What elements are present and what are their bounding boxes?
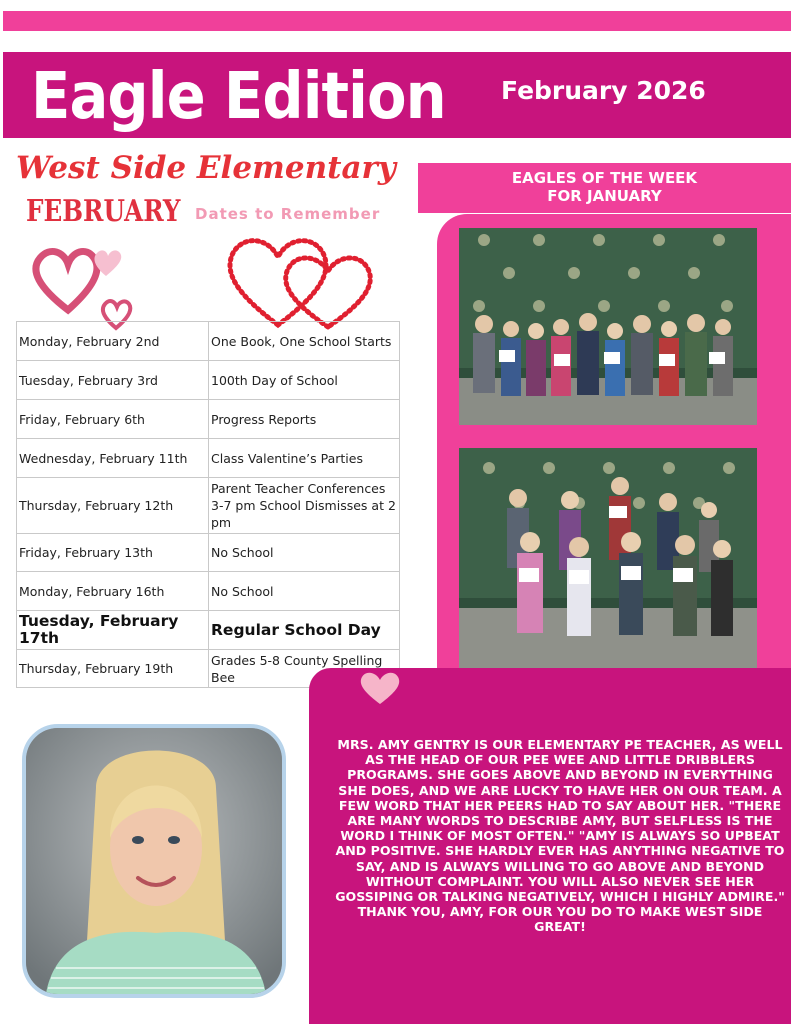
table-row bbox=[17, 322, 400, 361]
school-name: West Side Elementary bbox=[16, 150, 396, 186]
feature-text bbox=[335, 737, 785, 935]
event-date: Thursday, February 19th bbox=[17, 650, 209, 688]
eagles-photo-2 bbox=[459, 448, 757, 671]
event-name: Grades 5-8 County Spelling Bee bbox=[209, 650, 400, 688]
event-name: No School bbox=[209, 534, 400, 572]
eagles-photo-1 bbox=[459, 228, 757, 425]
event-date: Thursday, February 12th bbox=[17, 478, 209, 534]
event-name: Progress Reports bbox=[209, 400, 400, 439]
event-date: Tuesday, February 17th bbox=[17, 611, 209, 650]
event-date: Wednesday, February 11th bbox=[17, 439, 209, 478]
event-date: Monday, February 16th bbox=[17, 572, 209, 611]
events-table bbox=[16, 321, 400, 688]
top-stripe bbox=[3, 11, 791, 31]
calendar-subtitle: Dates to Remember bbox=[195, 205, 381, 223]
eagles-header bbox=[418, 163, 791, 213]
decorative-hearts-icon bbox=[28, 232, 138, 332]
table-row bbox=[17, 572, 400, 611]
eagles-header-line1: EAGLES OF THE WEEK bbox=[511, 169, 698, 187]
dotted-hearts-icon bbox=[218, 225, 388, 335]
event-name: One Book, One School Starts bbox=[209, 322, 400, 361]
newsletter-title: Eagle Edition bbox=[31, 60, 446, 134]
table-row bbox=[17, 361, 400, 400]
table-row bbox=[17, 611, 400, 650]
event-date: Monday, February 2nd bbox=[17, 322, 209, 361]
title-banner bbox=[3, 52, 791, 138]
feature-thanks: THANK YOU, AMY, FOR OUR YOU DO TO MAKE WEST SIDE GREAT! bbox=[357, 904, 763, 935]
table-row bbox=[17, 478, 400, 534]
heart-icon bbox=[356, 670, 404, 706]
table-row bbox=[17, 400, 400, 439]
calendar-month: FEBRUARY bbox=[26, 194, 181, 229]
event-date: Friday, February 13th bbox=[17, 534, 209, 572]
teacher-portrait bbox=[22, 724, 286, 998]
event-name: 100th Day of School bbox=[209, 361, 400, 400]
table-row bbox=[17, 439, 400, 478]
event-date: Tuesday, February 3rd bbox=[17, 361, 209, 400]
table-row bbox=[17, 534, 400, 572]
event-name: Class Valentine’s Parties bbox=[209, 439, 400, 478]
event-name: No School bbox=[209, 572, 400, 611]
event-name: Parent Teacher Conferences 3-7 pm School Dismisses at 2 pm bbox=[209, 478, 400, 534]
event-date: Friday, February 6th bbox=[17, 400, 209, 439]
newsletter-date: February 2026 bbox=[501, 76, 706, 105]
feature-paragraph: MRS. AMY GENTRY IS OUR ELEMENTARY PE TEACHER, AS WELL AS THE HEAD OF OUR PEE WEE AND LITTLE DRIBBLERS PROGRAMS. SHE GOES ABOVE AND BEYOND IN EVERYTHING SHE DOES, AND WE ARE LUCKY TO HAVE HER ON OUR TEAM. A FEW WORD THAT HER PEERS HAD TO SAY ABOUT HER. "THERE ARE MANY WORDS TO DESCRIBE AMY, BUT SELFLESS IS THE WORD I THINK OF MOST OFTEN." "AMY IS ALWAYS SO UPBEAT AND POSITIVE. SHE HARDLY EVER HAS ANYTHING NEGATIVE TO SAY, AND IS ALWAYS WILLING TO GO ABOVE AND BEYOND WITHOUT COMPLAINT. YOU WILL ALSO NEVER SEE HER GOSSIPING OR TALKING NEGATIVELY, WHICH I HIGHLY ADMIRE." bbox=[335, 737, 785, 905]
event-name: Regular School Day bbox=[209, 611, 400, 650]
eagles-header-line2: FOR JANUARY bbox=[547, 187, 662, 205]
